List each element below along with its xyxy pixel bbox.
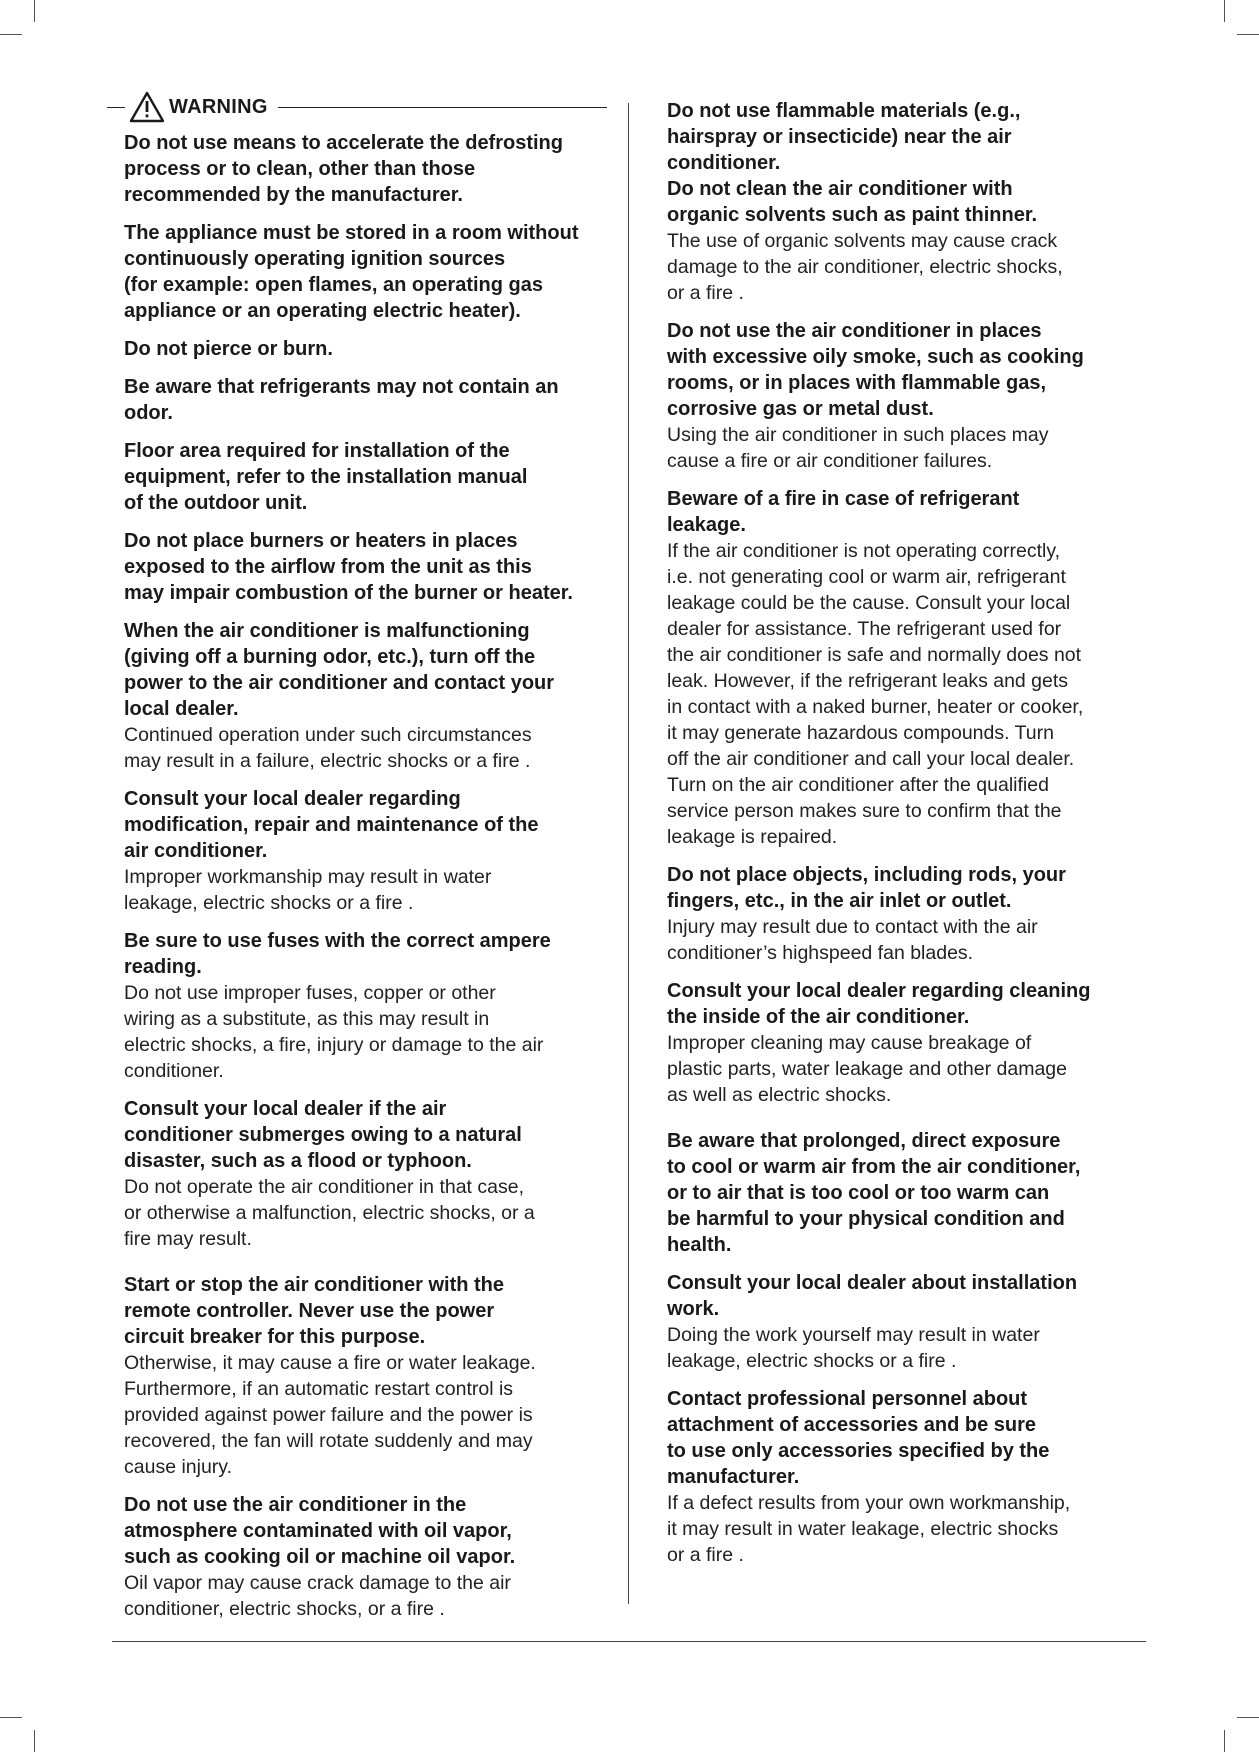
warning-item-body: Doing the work yourself may result in water leakage, electric shocks or a fire . <box>667 1324 1040 1372</box>
warning-item <box>124 786 622 916</box>
warning-item <box>667 1128 1137 1258</box>
warning-item <box>124 1272 622 1480</box>
warning-item <box>667 486 1137 850</box>
warning-item <box>124 130 622 208</box>
warning-item-body: Oil vapor may cause crack damage to the air conditioner, electric shocks, or a fire . <box>124 1572 511 1620</box>
warning-item-heading: Be sure to use fuses with the correct ampere reading. <box>124 930 551 978</box>
warning-item <box>667 862 1137 966</box>
crop-mark <box>34 0 35 22</box>
header-rule <box>278 107 607 108</box>
warning-item-heading: Beware of a fire in case of refrigerant leakage. <box>667 488 1020 536</box>
warning-header <box>107 92 607 122</box>
warning-item-body: Otherwise, it may cause a fire or water leakage. Furthermore, if an automatic restart control is provided against power failure and the power is recovered, the fan will rotate suddenly and may cause injury. <box>124 1352 536 1478</box>
right-column <box>667 98 1137 1580</box>
warning-item-heading: Do not use the air conditioner in the atmosphere contaminated with oil vapor, such as cooking oil or machine oil vapor. <box>124 1494 516 1568</box>
warning-item-heading: Consult your local dealer regarding modification, repair and maintenance of the air conditioner. <box>124 788 539 862</box>
warning-item-body: If a defect results from your own workmanship, it may result in water leakage, electric shocks or a fire . <box>667 1492 1071 1566</box>
warning-item-body: Improper cleaning may cause breakage of plastic parts, water leakage and other damage as well as electric shocks. <box>667 1032 1067 1106</box>
warning-item <box>667 1386 1137 1568</box>
warning-item <box>667 1270 1137 1374</box>
warning-item <box>667 978 1137 1108</box>
warning-item-heading: Do not place objects, including rods, your fingers, etc., in the air inlet or outlet. <box>667 864 1066 912</box>
warning-item-heading: Do not use the air conditioner in places with excessive oily smoke, such as cooking rooms, or in places with flammable gas, corrosive gas or metal dust. <box>667 320 1084 420</box>
warning-item <box>124 618 622 774</box>
warning-item-heading: Be aware that refrigerants may not contain an odor. <box>124 376 559 424</box>
warning-item <box>124 336 622 362</box>
warning-item-heading: Do not use means to accelerate the defrosting process or to clean, other than those recommended by the manufacturer. <box>124 132 563 206</box>
crop-mark <box>1237 34 1259 35</box>
warning-item <box>124 374 622 426</box>
warning-item <box>124 1492 622 1622</box>
warning-item-heading: Floor area required for installation of the equipment, refer to the installation manual of the outdoor unit. <box>124 440 528 514</box>
warning-item-heading: Do not pierce or burn. <box>124 338 333 360</box>
header-dash <box>107 107 125 108</box>
warning-item-body: The use of organic solvents may cause crack damage to the air conditioner, electric shocks, or a fire . <box>667 230 1063 304</box>
warning-item <box>124 1096 622 1252</box>
warning-item-heading: Be aware that prolonged, direct exposure to cool or warm air from the air conditioner, or to air that is too cool or too warm can be harmful to your physical condition and health. <box>667 1130 1081 1256</box>
warning-item-heading: Do not place burners or heaters in places exposed to the airflow from the unit as this may impair combustion of the burner or heater. <box>124 530 573 604</box>
warning-triangle-icon <box>129 91 165 123</box>
warning-label: WARNING <box>169 95 268 118</box>
warning-item-body: If the air conditioner is not operating correctly, i.e. not generating cool or warm air, refrigerant leakage could be the cause. Consult your local dealer for assistance. The refrigerant used for the air conditioner is safe and normally does not leak. However, if the refrigerant leaks and gets in contact with a naked burner, heater or cooker, it may generate hazardous compounds. Turn off the air conditioner and call your local dealer. Turn on the air conditioner after the qualified service person makes sure to confirm that the leakage is repaired. <box>667 540 1084 848</box>
warning-item <box>667 318 1137 474</box>
warning-item-heading: The appliance must be stored in a room without continuously operating ignition sources (for example: open flames, an operating gas appliance or an operating electric heater). <box>124 222 579 322</box>
crop-mark <box>1237 1717 1259 1718</box>
warning-item-body: Do not operate the air conditioner in that case, or otherwise a malfunction, electric shocks, or a fire may result. <box>124 1176 535 1250</box>
warning-item <box>124 928 622 1084</box>
column-divider <box>628 103 629 1604</box>
warning-item <box>124 220 622 324</box>
warning-item-heading: Do not use flammable materials (e.g., hairspray or insecticide) near the air conditioner. Do not clean the air conditioner with organic solvents such as paint thinner. <box>667 100 1038 226</box>
crop-mark <box>0 1717 22 1718</box>
warning-item-body: Continued operation under such circumstances may result in a failure, electric shocks or a fire . <box>124 724 532 772</box>
warning-item-body: Improper workmanship may result in water leakage, electric shocks or a fire . <box>124 866 492 914</box>
warning-item-body: Do not use improper fuses, copper or other wiring as a substitute, as this may result in electric shocks, a fire, injury or damage to the air conditioner. <box>124 982 544 1082</box>
warning-item <box>124 438 622 516</box>
warning-item-heading: Contact professional personnel about attachment of accessories and be sure to use only accessories specified by the manufacturer. <box>667 1388 1050 1488</box>
crop-mark <box>0 34 22 35</box>
left-column <box>124 130 622 1634</box>
warning-item-heading: Start or stop the air conditioner with the remote controller. Never use the power circuit breaker for this purpose. <box>124 1274 505 1348</box>
warning-item-body: Using the air conditioner in such places may cause a fire or air conditioner failures. <box>667 424 1049 472</box>
warning-item <box>124 528 622 606</box>
crop-mark <box>34 1730 35 1752</box>
warning-item-body: Injury may result due to contact with the air conditioner’s highspeed fan blades. <box>667 916 1038 964</box>
warning-item-heading: Consult your local dealer about installation work. <box>667 1272 1078 1320</box>
warning-item-heading: Consult your local dealer regarding cleaning the inside of the air conditioner. <box>667 980 1091 1028</box>
crop-mark <box>1224 1730 1225 1752</box>
footer-rule <box>112 1641 1146 1642</box>
warning-item <box>667 98 1137 306</box>
warning-item-heading: When the air conditioner is malfunctioning (giving off a burning odor, etc.), turn off the power to the air conditioner and contact your local dealer. <box>124 620 555 720</box>
warning-item-heading: Consult your local dealer if the air conditioner submerges owing to a natural disaster, such as a flood or typhoon. <box>124 1098 522 1172</box>
crop-mark <box>1224 0 1225 22</box>
